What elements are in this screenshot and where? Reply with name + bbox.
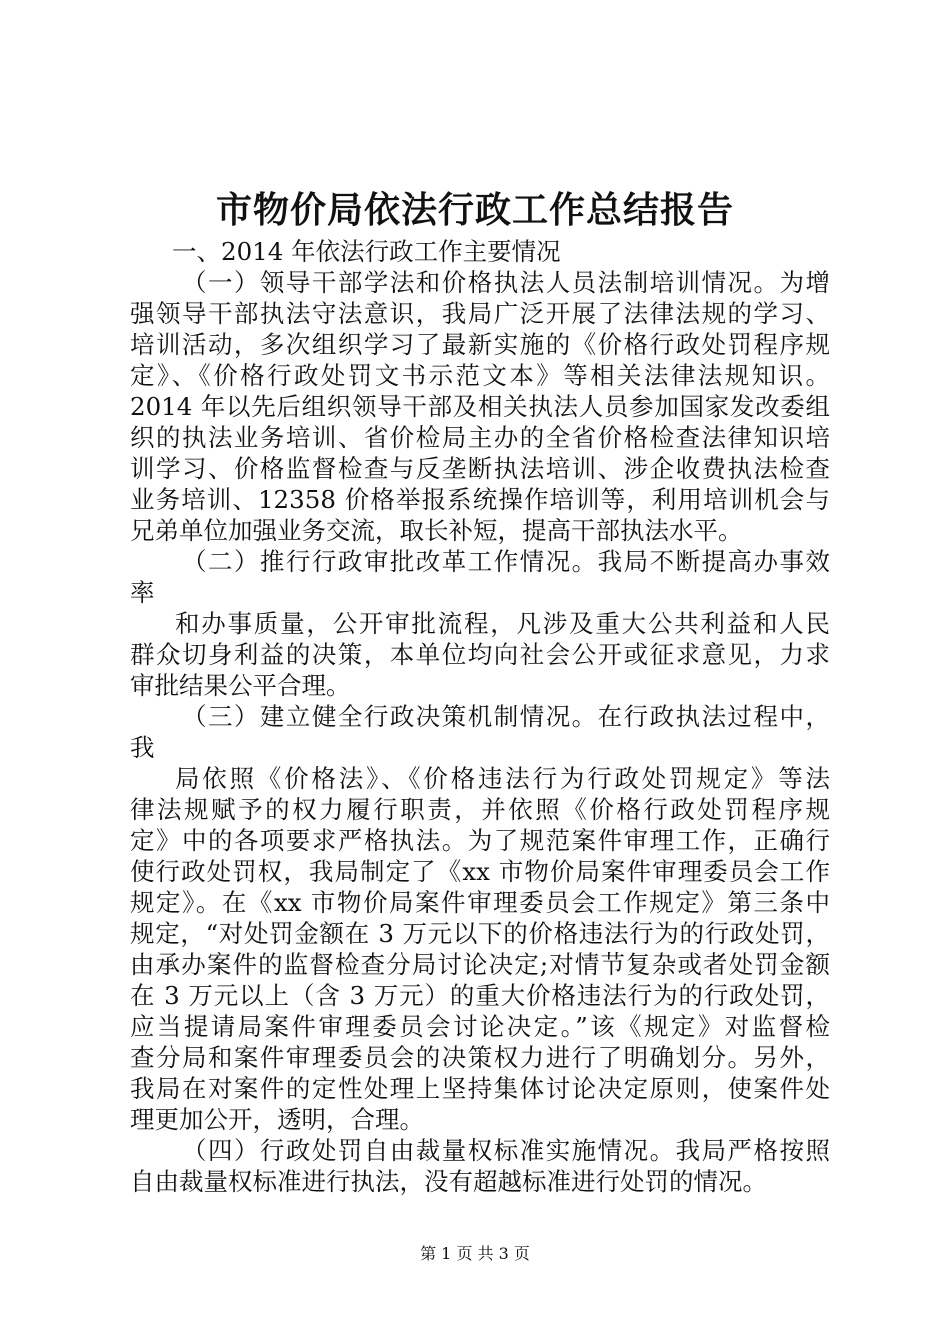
text-line: 业务培训、12358 价格举报系统操作培训等，利用培训机会与 xyxy=(130,485,830,514)
text-line: 自由裁量权标准进行执法，没有超越标准进行处罚的情况。 xyxy=(130,1167,767,1196)
document-title: 市物价局依法行政工作总结报告 xyxy=(215,189,734,231)
text-line: 和办事质量，公开审批流程，凡涉及重大公共利益和人民 xyxy=(175,609,830,638)
text-line: 兄弟单位加强业务交流，取长补短，提高干部执法水平。 xyxy=(130,516,743,545)
text-line: 定》中的各项要求严格执法。为了规范案件审理工作，正确行 xyxy=(130,826,830,855)
text-line: 律法规赋予的权力履行职责，并依照《价格行政处罚程序规 xyxy=(130,795,830,824)
text-line: （二）推行行政审批改革工作情况。我局不断提高办事效 xyxy=(182,547,830,576)
text-line: 2014 年以先后组织领导干部及相关执法人员参加国家发改委组 xyxy=(130,392,830,421)
text-line: 理更加公开，透明，合理。 xyxy=(130,1105,424,1134)
text-line: （四）行政处罚自由裁量权标准实施情况。我局严格按照 xyxy=(182,1136,830,1165)
text-line: 应当提请局案件审理委员会讨论决定。”该《规定》对监督检 xyxy=(130,1012,830,1041)
text-line: 审批结果公平合理。 xyxy=(130,671,351,700)
text-line: 规定》。在《xx 市物价局案件审理委员会工作规定》第三条中 xyxy=(130,888,830,917)
text-line: 局依照《价格法》、《价格违法行为行政处罚规定》等法 xyxy=(175,764,830,793)
text-line: 一、2014 年依法行政工作主要情况 xyxy=(172,237,561,266)
text-line: 在 3 万元以上（含 3 万元）的重大价格违法行为的行政处罚， xyxy=(130,981,830,1010)
page-footer: 第 1 页 共 3 页 xyxy=(420,1244,530,1263)
text-line: 规定，“对处罚金额在 3 万元以下的价格违法行为的行政处罚， xyxy=(130,919,830,948)
text-line: （一）领导干部学法和价格执法人员法制培训情况。为增 xyxy=(182,268,830,297)
text-line: 由承办案件的监督检查分局讨论决定;对情节复杂或者处罚金额 xyxy=(130,950,830,979)
text-line: （三）建立健全行政决策机制情况。在行政执法过程中， xyxy=(182,702,830,731)
text-line: 率 xyxy=(130,578,155,607)
text-line: 使行政处罚权，我局制定了《xx 市物价局案件审理委员会工作 xyxy=(130,857,830,886)
document-body xyxy=(130,236,830,1197)
text-line: 织的执法业务培训、省价检局主办的全省价格检查法律知识培 xyxy=(130,423,830,452)
text-line: 群众切身利益的决策，本单位均向社会公开或征求意见，力求 xyxy=(130,640,830,669)
text-line: 查分局和案件审理委员会的决策权力进行了明确划分。另外， xyxy=(130,1043,830,1072)
text-line: 我 xyxy=(130,733,155,762)
text-line: 训学习、价格监督检查与反垄断执法培训、涉企收费执法检查 xyxy=(130,454,830,483)
text-line: 定》、《价格行政处罚文书示范文本》等相关法律法规知识。 xyxy=(130,361,830,390)
text-line: 培训活动，多次组织学习了最新实施的《价格行政处罚程序规 xyxy=(130,330,830,359)
text-line: 强领导干部执法守法意识，我局广泛开展了法律法规的学习、 xyxy=(130,299,830,328)
text-line: 我局在对案件的定性处理上坚持集体讨论决定原则，使案件处 xyxy=(130,1074,830,1103)
